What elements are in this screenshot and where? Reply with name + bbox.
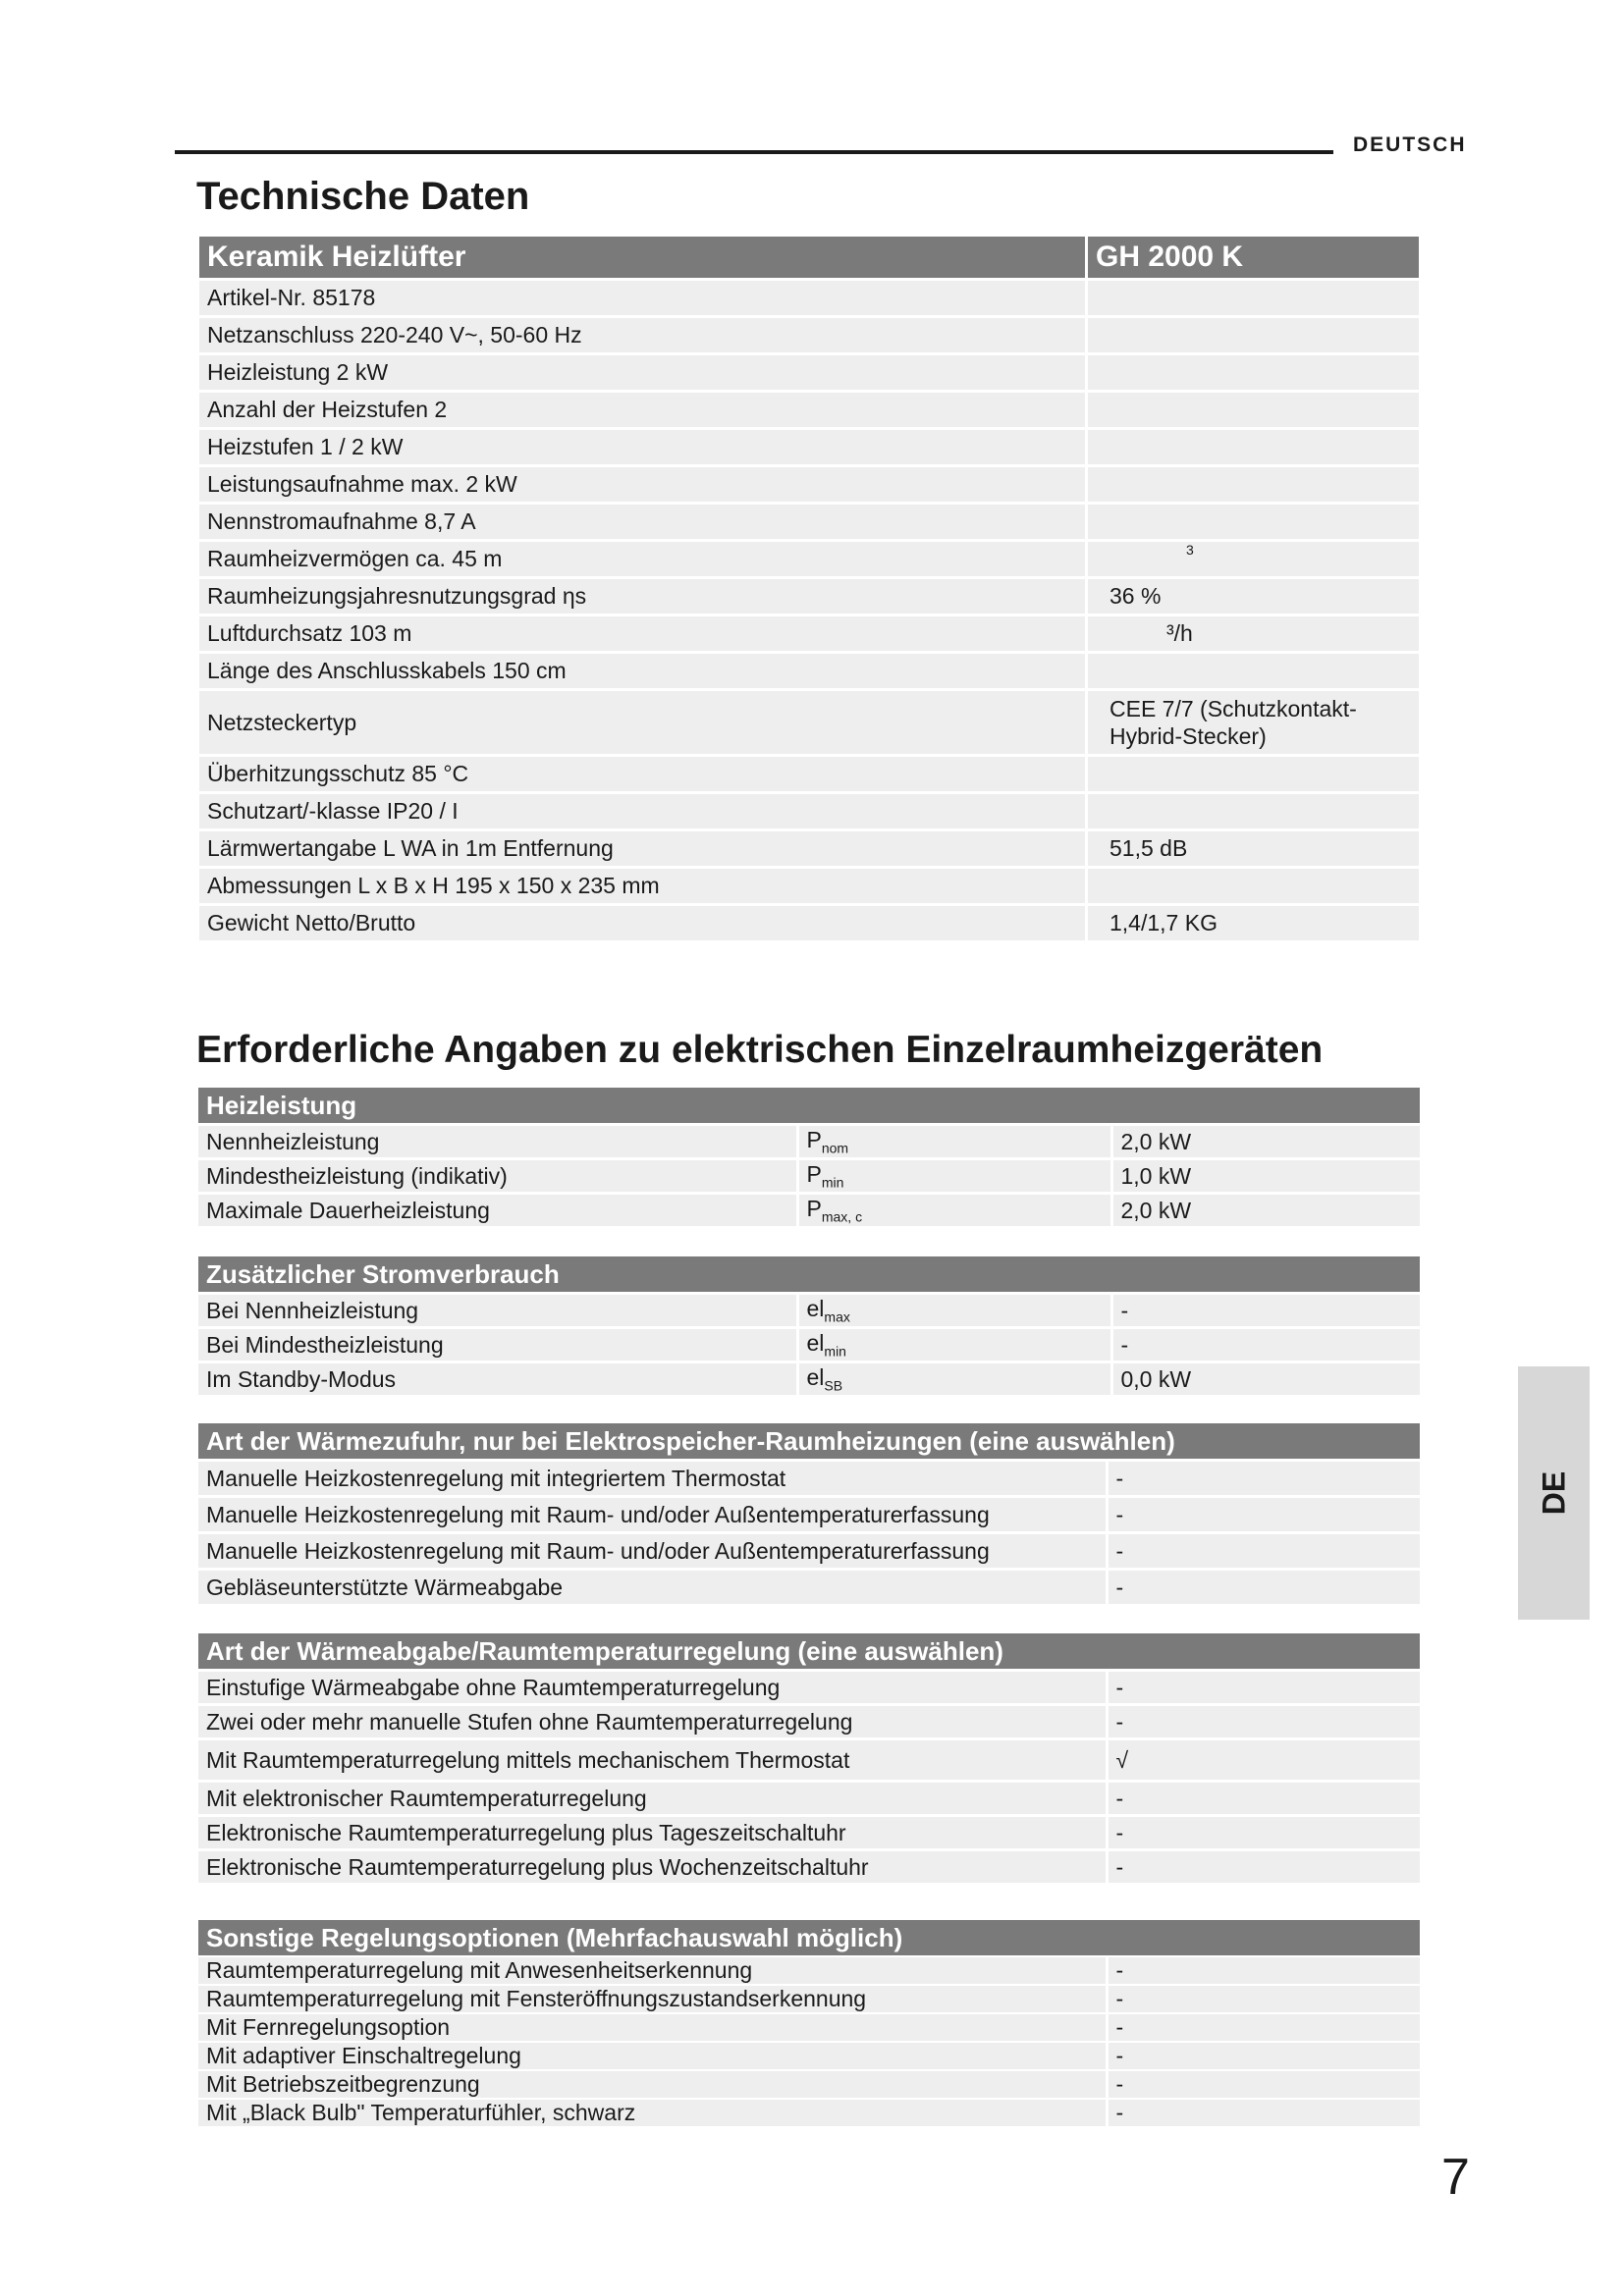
model-name: GH 2000 K: [1087, 236, 1421, 280]
row-label: Mit „Black Bulb" Temperaturfühler, schwarz: [198, 2099, 1107, 2127]
row-symbol: $P_{min}$: [797, 1159, 1111, 1194]
row-value: -: [1107, 2013, 1421, 2042]
table-row: [198, 2099, 1421, 2127]
row-value: [1087, 466, 1421, 504]
table-row: [198, 793, 1421, 830]
row-label: Mit adaptiver Einschaltregelung: [198, 2042, 1107, 2070]
row-label: Netzanschluss 220-240 V~, 50-60 Hz: [198, 317, 1087, 354]
row-value: 2,0 kW: [1111, 1125, 1421, 1159]
table-row: [198, 1816, 1421, 1850]
row-label: Bei Mindestheizleistung: [198, 1328, 797, 1362]
row-value: -: [1111, 1328, 1421, 1362]
section-heading: Art der Wärmeabgabe/Raumtemperaturregelung (eine auswählen): [198, 1633, 1421, 1671]
row-label: Elektronische Raumtemperaturregelung plus Tageszeitschaltuhr: [198, 1816, 1107, 1850]
table-row: [198, 830, 1421, 868]
row-value: [1087, 868, 1421, 905]
row-value: -: [1107, 1671, 1421, 1705]
table-row: [198, 1985, 1421, 2013]
waermeabgabe-table: [198, 1633, 1423, 1886]
section-heading: Zusätzlicher Stromverbrauch: [198, 1256, 1421, 1294]
table-row: [198, 1328, 1421, 1362]
row-value: 1,0 kW: [1111, 1159, 1421, 1194]
table-row: [198, 504, 1421, 541]
heizleistung-table: [198, 1088, 1423, 1229]
row-symbol: $P_{nom}$: [797, 1125, 1111, 1159]
table-row: [198, 1705, 1421, 1739]
page-number: 7: [1441, 2149, 1470, 2206]
table-row: [198, 2070, 1421, 2099]
section-heading: Heizleistung: [198, 1088, 1421, 1125]
row-label: Manuelle Heizkostenregelung mit Raum- und/oder Außentemperaturerfassung: [198, 1533, 1107, 1570]
table-row: [198, 1782, 1421, 1816]
table-row: [198, 429, 1421, 466]
language-label: DEUTSCH: [1353, 133, 1467, 156]
row-label: Nennheizleistung: [198, 1125, 797, 1159]
table-row: [198, 392, 1421, 429]
row-value: CEE 7/7 (Schutzkontakt-Hybrid-Stecker): [1087, 690, 1421, 756]
table-row: [198, 1194, 1421, 1228]
table-row: [198, 1739, 1421, 1782]
sonstige-table: [198, 1920, 1423, 2128]
row-value: -: [1107, 1782, 1421, 1816]
header-rule: [175, 150, 1333, 154]
table-row: [198, 1125, 1421, 1159]
row-label: Gewicht Netto/Brutto: [198, 905, 1087, 942]
row-symbol: $el_{max}$: [797, 1294, 1111, 1328]
table-row: [198, 1533, 1421, 1570]
row-value: [1087, 429, 1421, 466]
row-label: Schutzart/-klasse IP20 / I: [198, 793, 1087, 830]
table-row: [198, 317, 1421, 354]
row-value: [1087, 354, 1421, 392]
row-label: Anzahl der Heizstufen 2: [198, 392, 1087, 429]
row-value: 1,4/1,7 KG: [1087, 905, 1421, 942]
row-value: 36 %: [1087, 578, 1421, 615]
row-value: [1087, 653, 1421, 690]
table-row: [198, 1671, 1421, 1705]
language-side-tab: [1518, 1366, 1590, 1620]
row-label: Überhitzungsschutz 85 °C: [198, 756, 1087, 793]
row-value: -: [1107, 1850, 1421, 1885]
row-label: Gebläseunterstützte Wärmeabgabe: [198, 1570, 1107, 1606]
check-icon: √: [1107, 1739, 1421, 1782]
row-value: [1087, 793, 1421, 830]
row-symbol: $el_{min}$: [797, 1328, 1111, 1362]
row-label: Mit elektronischer Raumtemperaturregelung: [198, 1782, 1107, 1816]
row-value: 0,0 kW: [1111, 1362, 1421, 1397]
row-value: -: [1107, 1461, 1421, 1497]
row-value: [1087, 280, 1421, 317]
row-value: -: [1107, 1533, 1421, 1570]
row-value: [1087, 317, 1421, 354]
row-label: Mit Fernregelungsoption: [198, 2013, 1107, 2042]
row-label: Lärmwertangabe L WA in 1m Entfernung: [198, 830, 1087, 868]
table-header-row: [198, 236, 1421, 280]
table-row: [198, 690, 1421, 756]
row-label: Mit Betriebszeitbegrenzung: [198, 2070, 1107, 2099]
row-label: Raumheizvermögen ca. 45 m: [198, 541, 1087, 578]
row-value: [1087, 504, 1421, 541]
table-row: [198, 541, 1421, 578]
technical-data-table: [196, 234, 1422, 943]
row-label: Im Standby-Modus: [198, 1362, 797, 1397]
row-value: -: [1111, 1294, 1421, 1328]
row-value: -: [1107, 1570, 1421, 1606]
table-row: [198, 1159, 1421, 1194]
row-value: [1087, 392, 1421, 429]
row-value: [1087, 756, 1421, 793]
row-label: Manuelle Heizkostenregelung mit integriertem Thermostat: [198, 1461, 1107, 1497]
table-row: [198, 615, 1421, 653]
row-value: -: [1107, 2070, 1421, 2099]
table-row: [198, 1461, 1421, 1497]
row-value: ³/h: [1087, 615, 1421, 653]
row-value: -: [1107, 1497, 1421, 1533]
row-symbol: $P_{max, c}$: [797, 1194, 1111, 1228]
row-label: Nennstromaufnahme 8,7 A: [198, 504, 1087, 541]
row-value: 3: [1087, 541, 1421, 578]
table-row: [198, 354, 1421, 392]
row-label: Manuelle Heizkostenregelung mit Raum- und/oder Außentemperaturerfassung: [198, 1497, 1107, 1533]
row-label: Maximale Dauerheizleistung: [198, 1194, 797, 1228]
row-label: Heizleistung 2 kW: [198, 354, 1087, 392]
row-label: Netzsteckertyp: [198, 690, 1087, 756]
table-row: [198, 2013, 1421, 2042]
stromverbrauch-table: [198, 1256, 1423, 1398]
row-value: -: [1107, 1816, 1421, 1850]
table-row: [198, 868, 1421, 905]
row-symbol: $el_{SB}$: [797, 1362, 1111, 1397]
waermezufuhr-table: [198, 1423, 1423, 1607]
table-row: [198, 1294, 1421, 1328]
table-row: [198, 1850, 1421, 1885]
row-value: 51,5 dB: [1087, 830, 1421, 868]
table-row: [198, 756, 1421, 793]
row-label: Elektronische Raumtemperaturregelung plus Wochenzeitschaltuhr: [198, 1850, 1107, 1885]
row-label: Zwei oder mehr manuelle Stufen ohne Raumtemperaturregelung: [198, 1705, 1107, 1739]
row-label: Heizstufen 1 / 2 kW: [198, 429, 1087, 466]
table-row: [198, 1362, 1421, 1397]
table-row: [198, 653, 1421, 690]
row-label: Luftdurchsatz 103 m: [198, 615, 1087, 653]
row-value: -: [1107, 2099, 1421, 2127]
row-label: Bei Nennheizleistung: [198, 1294, 797, 1328]
product-name: Keramik Heizlüfter: [198, 236, 1087, 280]
table-row: [198, 1570, 1421, 1606]
section-title-technical-data: Technische Daten: [196, 175, 530, 218]
side-tab-label: DE: [1536, 1470, 1571, 1516]
section-heading: Art der Wärmezufuhr, nur bei Elektrospeicher-Raumheizungen (eine auswählen): [198, 1423, 1421, 1461]
row-label: Einstufige Wärmeabgabe ohne Raumtemperaturregelung: [198, 1671, 1107, 1705]
table-row: [198, 2042, 1421, 2070]
section-title-required-info: Erforderliche Angaben zu elektrischen Einzelraumheizgeräten: [196, 1029, 1324, 1071]
row-label: Raumtemperaturregelung mit Fensteröffnungszustandserkennung: [198, 1985, 1107, 2013]
row-label: Raumtemperaturregelung mit Anwesenheitserkennung: [198, 1956, 1107, 1985]
table-row: [198, 1497, 1421, 1533]
row-value: -: [1107, 2042, 1421, 2070]
row-label: Leistungsaufnahme max. 2 kW: [198, 466, 1087, 504]
row-label: Abmessungen L x B x H 195 x 150 x 235 mm: [198, 868, 1087, 905]
row-label: Artikel-Nr. 85178: [198, 280, 1087, 317]
row-value: -: [1107, 1705, 1421, 1739]
table-row: [198, 578, 1421, 615]
row-label: Länge des Anschlusskabels 150 cm: [198, 653, 1087, 690]
row-value: -: [1107, 1985, 1421, 2013]
table-row: [198, 280, 1421, 317]
table-row: [198, 1956, 1421, 1985]
row-label: Mit Raumtemperaturregelung mittels mechanischem Thermostat: [198, 1739, 1107, 1782]
row-label: Mindestheizleistung (indikativ): [198, 1159, 797, 1194]
row-value: -: [1107, 1956, 1421, 1985]
section-heading: Sonstige Regelungsoptionen (Mehrfachauswahl möglich): [198, 1920, 1421, 1956]
table-row: [198, 466, 1421, 504]
table-row: [198, 905, 1421, 942]
row-label: Raumheizungsjahresnutzungsgrad ηs: [198, 578, 1087, 615]
row-value: 2,0 kW: [1111, 1194, 1421, 1228]
